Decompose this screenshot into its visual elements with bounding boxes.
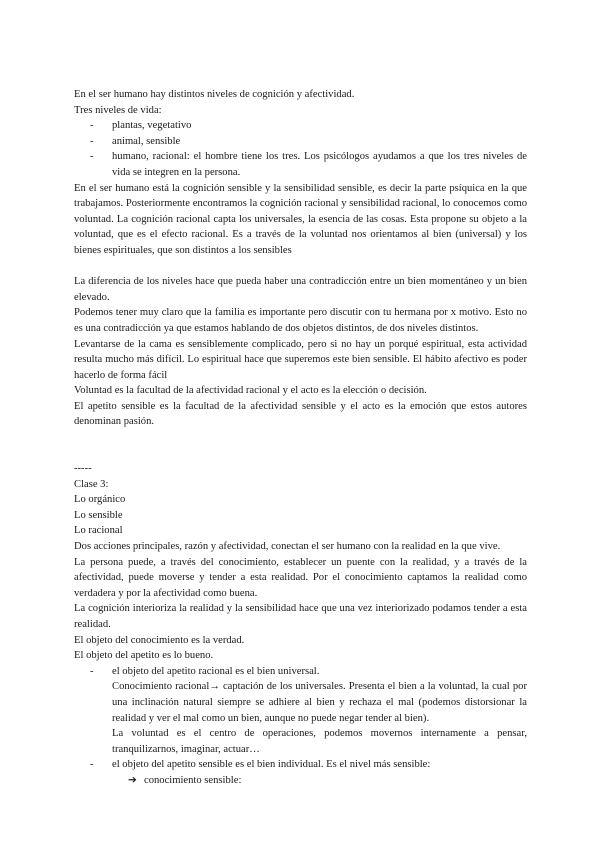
arrow-list-item-text: conocimiento sensible: xyxy=(144,774,242,786)
paragraph: Podemos tener muy claro que la familia es importante pero discutir con tu hermana por x motivo. Esto no es una contradicción ya que estamos hablando de dos objetos distintos, de dos niveles distintos. xyxy=(74,307,527,334)
levels-heading: Tres niveles de vida: xyxy=(74,104,162,116)
list-item-text: humano, racional: el hombre tiene los tres. Los psicólogos ayudamos a que los tres niveles de vida se integren en la persona. xyxy=(112,151,527,178)
list-item: Lo orgánico xyxy=(74,494,126,506)
dash-bullet: - xyxy=(90,665,94,677)
intro-line: En el ser humano hay distintos niveles de cognición y afectividad. xyxy=(74,89,355,100)
dash-bullet: - xyxy=(90,120,94,132)
paragraph: La persona puede, a través del conocimiento, establecer un puente con la realidad, y a través de la afectividad, puede moverse y tender a esta realidad. Por el conocimiento captamos la realidad como verdadera y por la afectividad como buena. xyxy=(74,556,527,599)
dash-bullet: - xyxy=(90,151,94,163)
sub-paragraph: La voluntad es el centro de operaciones, podemos movernos internamente a pensar, tranquilizarnos, imaginar, actuar… xyxy=(112,728,527,755)
paragraph: En el ser humano está la cognición sensible y la sensibilidad sensible, es decir la parte psíquica en la que trabajamos. Posteriormente encontramos la cognición racional y sensibilidad racional, lo conocemos como voluntad. La cognición racional capta los universales, la esencia de las cosas. Esta propone su objeto a la voluntad, que es el efecto racional. Es a través de la voluntad nos orientamos al bien (universal) y los bienes espirituales, que son distintos a los sensibles xyxy=(74,182,527,256)
list-item: Lo racional xyxy=(74,525,123,537)
list-item xyxy=(74,149,527,180)
section-heading: Clase 3: xyxy=(74,478,109,490)
paragraph: La diferencia de los niveles hace que pueda haber una contradicción entre un bien momentáneo y un bien elevado. xyxy=(74,276,527,303)
list-item-text: el objeto del apetito racional es el bien universal. xyxy=(112,665,320,677)
list-item xyxy=(74,134,527,150)
dash-bullet: - xyxy=(90,759,94,771)
separator: ----- xyxy=(74,463,92,475)
list-item-text: animal, sensible xyxy=(112,135,181,147)
list-item-text: el objeto del apetito sensible es el bien individual. Es el nivel más sensible: xyxy=(112,759,431,771)
paragraph: Levantarse de la cama es sensiblemente complicado, pero si no hay un porqué espiritual, esta actividad resulta mucho más difícil. Lo espiritual hace que superemos este bien sensible. El hábito afectivo es poder hacerlo de forma fácil xyxy=(74,338,527,381)
list-item-text: plantas, vegetativo xyxy=(112,120,192,132)
paragraph: Voluntad es la facultad de la afectividad racional y el acto es la elección o decisión. xyxy=(74,385,427,397)
paragraph: Dos acciones principales, razón y afectividad, conectan el ser humano con la realidad en la que vive. xyxy=(74,541,501,553)
sub-paragraph: Conocimiento racional→ captación de los universales. Presenta el bien a la voluntad, la cual por una inclinación natural siempre se adhiere al bien y rechaza el mal (podemos distorsionar la realidad y ver el mal como un bien, aunque no puede negar tender al bien). xyxy=(112,681,527,724)
paragraph: El objeto del conocimiento es la verdad. xyxy=(74,634,245,646)
list-item xyxy=(74,757,527,773)
document-body xyxy=(74,87,527,789)
list-item xyxy=(74,118,527,134)
arrow-right-icon: ➔ xyxy=(128,774,137,786)
dash-bullet: - xyxy=(90,135,94,147)
list-item xyxy=(74,664,527,680)
list-item: Lo sensible xyxy=(74,509,123,521)
paragraph: La cognición interioriza la realidad y la sensibilidad hace que una vez interiorizado podamos tender a esta realidad. xyxy=(74,603,527,630)
paragraph: El apetito sensible es la facultad de la afectividad sensible y el acto es la emoción que estos autores denominan pasión. xyxy=(74,400,527,428)
arrow-list-item xyxy=(74,773,527,789)
paragraph: El objeto del apetito es lo bueno. xyxy=(74,650,214,662)
